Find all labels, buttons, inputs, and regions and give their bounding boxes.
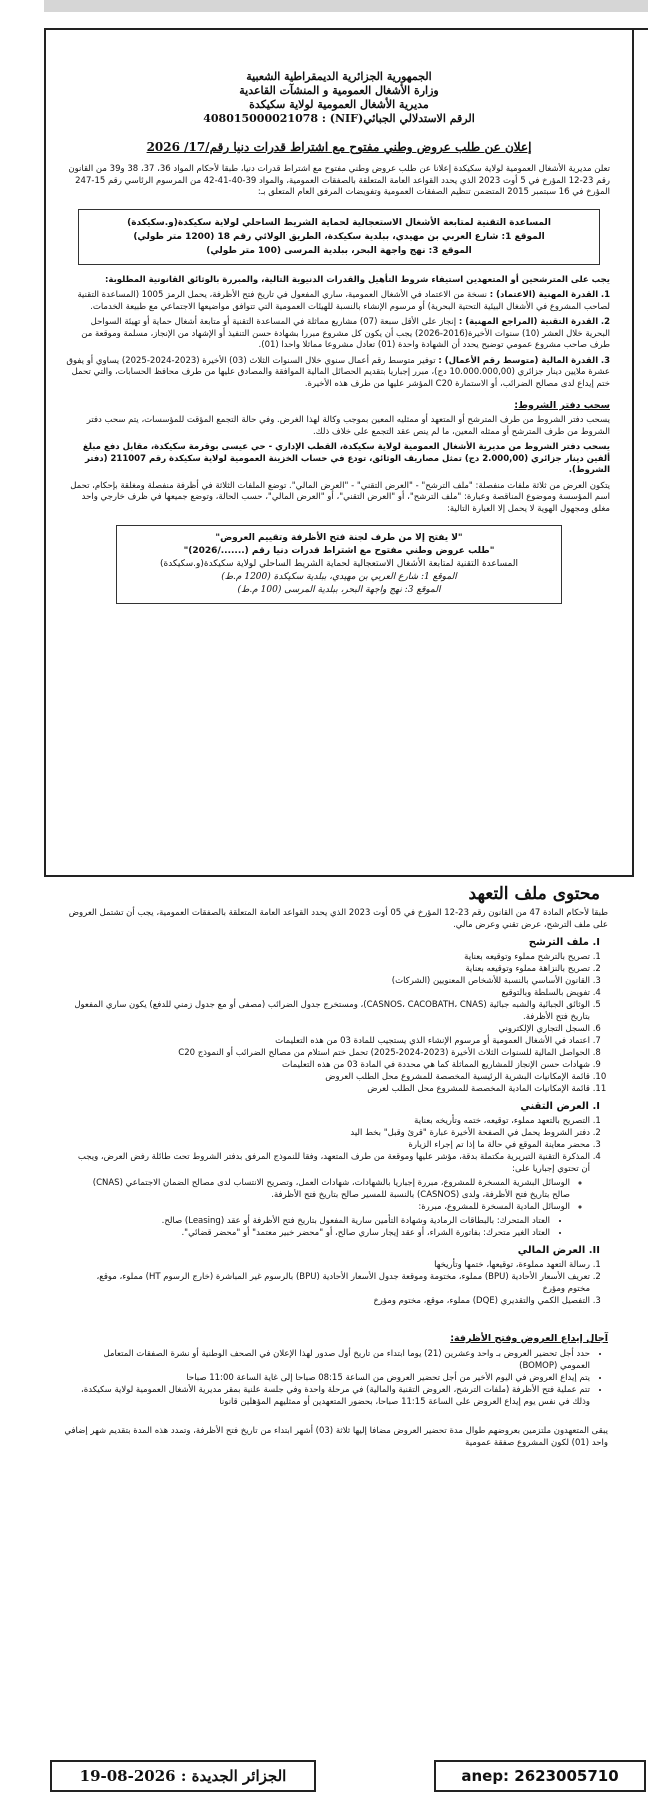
header-line-3: مديرية الأشغال العمومية لولاية سكيكدة	[249, 98, 429, 111]
project-line-2: الموقع 1: شارع العربي بن مهيدي، ببلدية سكيكدة، الطريق الولائي رقم 18 (1200 متر طولي)	[133, 231, 545, 242]
criterion-3-label: القدرة المالية (متوسط رقم الأعمال) :	[438, 355, 599, 366]
list-item: • العتاد الغير متحرك: بفاتورة الشراء، أو عقد إيجار ساري صالح، أو "محضر خبير معتمد" أو "محضر قضائي".	[74, 1227, 550, 1239]
commitment-intro: طبقا لأحكام المادة 47 من القانون رقم 23-12 المؤرخ في 05 أوت 2023 الذي يحدد القواعد العامة المتعلقة بالصفقات العمومية، يجب أن تشتمل العروض على ملف الترشح، عرض تقني وعرض مالي.	[68, 908, 608, 930]
criterion-3-text: توفير متوسط رقم أعمال سنوي خلال السنوات الثلاث (03) الأخيرة (2023-2024-2025) يساوي أو يفوق عشرة ملايين دينار جزائري (10.000.000,00 دج)، مبرر إجباريا بتقديم الحصائل المالية الموافقة والمصادق عليها من طرف محافظ الحسابات، والتي تحمل ختم إيداع لدى مصالح الضرائب، أو الاستمارة C20 المؤشر عليها من طرف هذه الأخيرة.	[66, 355, 610, 389]
list-item: 7. اعتماد في الأشغال العمومية أو مرسوم الإنشاء الذي يستجيب للمادة 03 من هذه التعليمات	[74, 1035, 590, 1047]
list-item: 5. الوثائق الجبائية والشبه جبائية (CASNOS، CACOBATH، CNAS)، ومستخرج جدول الضرائب (مصفى أو مع جدول زمني للدفع) يكون ساري المفعول بتاريخ فتح الأظرفة.	[74, 999, 590, 1023]
deadline-closing: يبقى المتعهدون ملتزمين بعروضهم طوال مدة تحضير العروض مضافا إليها ثلاثة (03) أشهر ابتداء من تاريخ فتح الأظرفة، وتمدد هذه المدة بتقديم شهر إضافي واحد (01) لكون المشروع صفقة عمومية	[64, 1426, 608, 1448]
list-item: • تتم عملية فتح الأظرفة (ملفات الترشح، العروض التقنية والمالية) في مرحلة واحدة وفي جلسة علنية بمقر مديرية الأشغال العمومية لولاية سكيكدة، وذلك في نفس يوم إيداع العروض على الساعة 11:15 صباحا، بحضور المتعهدين أو ممثليهم المؤهلين قانونا	[74, 1384, 590, 1408]
envelope-line-4: الموقع 1: شارع العربي بن مهيدي، ببلدية سكيكدة (1200 م.ط)	[221, 572, 457, 582]
deadline-list	[44, 1348, 630, 1408]
adjacent-column-edge	[632, 28, 648, 875]
list-item: 2. تعريف الأسعار الأحادية (BPU) مملوء، مختومة وموقعة جدول الأسعار الأحادية (BPU) بالرسوم غير المباشرة (خارج الرسوم HT) مملوء، موقع، مختوم ومؤرخ	[74, 1271, 590, 1295]
list-item: 10. قائمة الإمكانيات البشرية الرئيسية المخصصة للمشروع محل الطلب العروض	[74, 1071, 590, 1083]
list-item: 1. تصريح بالترشح مملوء وتوقيعه بعناية	[74, 951, 590, 963]
technical-bullets	[44, 1215, 630, 1239]
list-item: 11. قائمة الإمكانيات المادية المخصصة للمشروع محل الطلب لعرض	[74, 1083, 590, 1095]
criterion-3	[46, 356, 632, 391]
issuer-header	[46, 70, 632, 126]
financial-title: II. العرض المالي	[517, 1245, 600, 1256]
candidature-title: I. ملف الترشح	[528, 937, 600, 948]
withdraw-heading: سحب دفتر الشروط:	[514, 400, 610, 411]
criterion-2-text: إنجاز على الأقل سبعة (07) مشاريع مماثلة في المساعدة التقنية أو متابعة أشغال حماية أو تهيئة السواحل البحرية خلال العشر (10) سنوات الأخيرة(2016-2026) يجب أن يكون كل مشروع مبررا بشهادة حسن التنفيذ أو الإشهاد من الإنجاز، مسلمة وموقعة من طرف صاحب مشروع عمومي توضيح يحدد أن الشهادة واحدة (01) تعادل مشروعا مماثلا واحدا (01).	[81, 317, 610, 350]
technical-sub-list	[44, 1177, 630, 1213]
header-line-1: الجمهورية الجزائرية الديمقراطية الشعبية	[246, 70, 432, 83]
requirement-text: يجب على المترشحين أو المتعهدين استيفاء شروط التأهيل والقدرات الدنيوية التالية، والمبررة بالوثائق القانونية المطلوبة:	[105, 274, 610, 285]
list-item: 3. القانون الأساسي بالنسبة للأشخاص المعنويين (الشركات)	[74, 975, 590, 987]
list-item: 4. تفويض بالسلطة وبالتوقيع	[74, 987, 590, 999]
header-nif: الرقم الاستدلالي الجبائي(NIF) : 408015000021078	[203, 112, 475, 125]
technical-list	[44, 1115, 630, 1175]
withdraw-text: يسحب دفتر الشروط من طرف المترشح أو المتعهد أو ممثليه المعين بموجب وكالة لهذا الغرض. وفي حالة التجمع المؤقت للمؤسسات، يتم سحب دفتر الشروط من طرف المترشح أو ممثله المعين، ما لم ينص عقد التجمع على خلاف ذلك.	[86, 415, 610, 437]
commitment-title: محتوى ملف التعهد	[468, 884, 600, 904]
offer-composition: يتكون العرض من ثلاثة ملفات منفصلة: "ملف الترشح" - "العرض التقني" - "العرض المالي". توضع الملفات الثلاثة في أظرفة منفصلة ومغلقة بإحكام، تحمل اسم المؤسسة وموضوع المناقصة وعبارة: "ملف الترشح"، أو "العرض التقني"، أو "العرض المالي"، حسب الحالة، وتوضع جميعها في ظرف خارجي واحد مغلق ومجهول الهوية لا يحمل إلا العبارة التالية:	[70, 480, 610, 514]
envelope-line-1: "لا يفتح إلا من طرف لجنة فتح الأظرفة وتقييم العروض"	[215, 533, 463, 543]
criterion-1-label: القدرة المهنية (الاعتماد) :	[489, 290, 599, 300]
criterion-2	[46, 317, 632, 352]
list-item: 3. التفصيل الكمي والتقديري (DQE) مملوء، موقع، مختوم ومؤرخ	[74, 1295, 590, 1307]
anep-number-box: anep: 2623005710	[434, 1760, 646, 1792]
newspaper-date-box: الجزائر الجديدة : 2026-08-19	[50, 1760, 316, 1792]
list-item: 1. التصريح بالتعهد مملوء، توقيعه، ختمه وتأريخه بعناية	[74, 1115, 590, 1127]
criterion-2-label: القدرة التقنية (المراجع المهنية) :	[458, 317, 599, 327]
financial-list	[44, 1259, 630, 1307]
criterion-3-num: 3.	[600, 355, 610, 366]
top-gray-bar	[44, 0, 648, 12]
project-box	[78, 209, 600, 265]
envelope-line-2: "طلب عروض وطني مفتوح مع اشتراط قدرات دنيا رقم (......./2026)"	[183, 546, 495, 556]
criterion-2-num: 2.	[600, 317, 610, 327]
list-item: 1. رسالة التعهد مملوءة، توقيعها، ختمها وتأريخها	[74, 1259, 590, 1271]
deadline-heading: آجال إيداع العروض وفتح الأظرفة:	[450, 1333, 608, 1344]
envelope-line-5: الموقع 3: نهج واجهة البحر، ببلدية المرسى (100 م.ط)	[237, 585, 441, 595]
project-line-1: المساعدة التقنية لمتابعة الأشغال الاستعجالية لحماية الشريط الساحلي لولاية سكيكدة(و.سكيكدة)	[127, 217, 551, 228]
criterion-1	[46, 290, 632, 313]
withdraw-place: يسحب دفتر الشروط من مديرية الأشغال العمومية لولاية سكيكدة، القطب الإداري - حي عيسى بوقرمة سكيكدة، مقابل دفع مبلغ ألفين دينار جزائري (2.000,00 دج) تمثل مصاريف الوثائق، تودع في حساب الخزينة العمومية لولاية سكيكدة رقم 211007 (دفتر الشروط).	[82, 442, 610, 475]
candidature-list	[44, 951, 630, 1095]
list-item: 9. شهادات حسن الإنجاز للمشاريع المماثلة كما هي محددة في المادة 03 من هذه التعليمات	[74, 1059, 590, 1071]
announcement-box	[44, 28, 634, 877]
list-item: 4. المذكرة التقنية التبريرية مكتملة بدقة، مؤشر عليها وموقعة من طرف المتعهد، وفقا للنموذج المرفق بدفتر الشروط تحت طائلة رفض العرض، ويجب أن تحتوي إجباريا على:	[74, 1151, 590, 1175]
list-item: ◦ الوسائل المادية المسخرة للمشروع، مبررة:	[74, 1201, 570, 1213]
list-item: 2. دفتر الشروط يحمل في الصفحة الأخيرة عبارة "قرئ وقبل" بخط اليد	[74, 1127, 590, 1139]
list-item: • حدد أجل تحضير العروض بـ واحد وعشرين (21) يوما ابتداء من تاريخ أول صدور لهذا الإعلان في الصحف الوطنية أو نشرة الصفقات المتعامل العمومي (BOMOP)	[74, 1348, 590, 1372]
project-line-3: الموقع 3: نهج واجهة البحر، ببلدية المرسى (100 متر طولي)	[206, 245, 472, 256]
list-item: 8. الحواصل المالية للسنوات الثلاث الأخيرة (2023-2024-2025) تحمل ختم استلام من مصالح الضرائب أو النموذج C20	[74, 1047, 590, 1059]
list-item: 3. محضر معاينة الموقع في حالة ما إذا تم إجراء الزيارة	[74, 1139, 590, 1151]
list-item: • العتاد المتحرك: بالبطاقات الرمادية وشهادة التأمين سارية المفعول بتاريخ فتح الأظرفة أو عقد (Leasing) صالح.	[74, 1215, 550, 1227]
envelope-box	[116, 525, 562, 604]
commitment-section	[44, 878, 630, 1453]
list-item: • يتم إيداع العروض في اليوم الأخير من أجل تحضير العروض من الساعة 08:15 صباحا إلى غاية الساعة 11:00 صباحا	[74, 1372, 590, 1384]
header-line-2: وزارة الأشغال العمومية و المنشآت القاعدية	[239, 84, 439, 97]
announcement-title: إعلان عن طلب عروض وطني مفتوح مع اشتراط قدرات دنيا رقم/17/ 2026	[146, 140, 532, 154]
list-item: 6. السجل التجاري الإلكتروني	[74, 1023, 590, 1035]
criterion-1-text: نسخة من الاعتماد في الأشغال العمومية، ساري المفعول في تاريخ فتح الأظرفة، يحمل الرمز 1005 (المساعدة التقنية لصاحب المشروع في الأشغال البيئية التحتية البحرية) أو مرسوم الإنشاء بالنسبة للهيئات العمومية التي تتوافق مواضيعها الاجتماعي مع طبيعة الخدمات.	[77, 290, 610, 312]
intro-paragraph: تعلن مديرية الأشغال العمومية لولاية سكيكدة إعلانا عن طلب عروض وطني مفتوح مع اشتراط قدرات دنيا، طبقا لأحكام المواد 36، 37، 38 و39 من القانون رقم 23-12 المؤرخ في 5 أوت 2023 الذي يحدد القواعد العامة المتعلقة بالصفقات العمومية، والمواد 39-40-41-42 من المرسوم الرئاسي رقم 15-247 المؤرخ في 16 سبتمبر 2015 المتضمن تنظيم الصفقات العمومية وتفويضات المرفق العام المتعلق بـ:	[68, 164, 610, 197]
envelope-line-3: المساعدة التقنية لمتابعة الأشغال الاستعجالية لحماية الشريط الساحلي لولاية سكيكدة(و.سكيكدة)	[159, 559, 518, 569]
list-item: ◦ الوسائل البشرية المسخرة للمشروع، مبررة إجباريا بالشهادات، شهادات العمل، وتصريح الانتساب لدى مصالح الضمان الاجتماعي (CNAS) صالح بتاريخ فتح الأظرفة، ولدى (CASNOS) بالنسبة للمسير صالح بتاريخ فتح الأظرفة.	[74, 1177, 570, 1201]
list-item: 2. تصريح بالنزاهة مملوء وتوقيعه بعناية	[74, 963, 590, 975]
technical-title: I. العرض التقني	[520, 1101, 600, 1112]
criterion-1-num: 1.	[600, 290, 610, 300]
